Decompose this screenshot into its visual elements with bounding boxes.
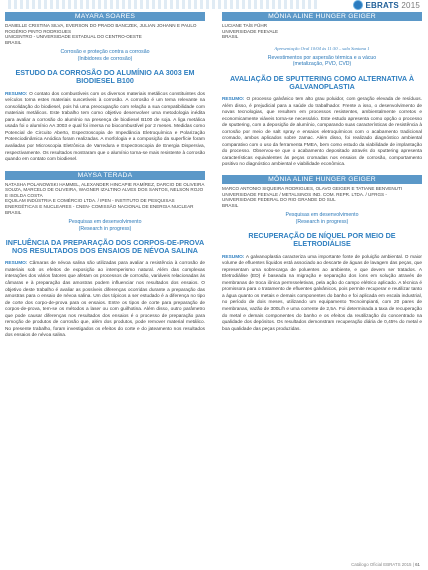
ebrats-logo [353, 0, 420, 10]
abstract-text: RESUMO: Câmaras de névoa salina são utilizadas para avaliar a resistência à corrosão de materiais sob os efeitos de exposição ao intemperismo natural. Além das complexas interações dos vários fatores que afetam os processos de corrosão, variáveis relacionadas às câmaras e à preparação das amostras podem influenciar nos resultados dos ensaios. O objetivo deste trabalho é avaliar as possíveis diferenças ocorridas durante a preparação das amostras para o ensaio de névoa salina. Um dos tópicos a ser estudado é a diferença no tipo de corte dos corpo-de-prova para os ensaios. Entre os tipos de corte para preparação de corpos-de-prova, tem-se os métodos a laser ou com guilhotina. Além disso, outro parâmetro que pode causar diferenças nos resultados dos ensaios é o processo de preparação para remoção de produtos de corrosão que, além dos produtos, pode remover material metálico. No presente trabalho, foram investigados os efeitos do corte e do jateamento nos resultados dos ensaios de névoa salina. [5, 261, 205, 339]
abstract-label: RESUMO: [222, 97, 245, 102]
country: BRASIL [222, 34, 239, 40]
authors: NATASHA POLANOWSKI HAMMEL, ALEXANDER HINCAPIE RAMÍREZ, DARCIO DE OLIVEIRA SOUZA, MARCELO DE OLIVEIRA, WAGNER IZALTINO ALVES DOS SANTOS, NELSON ROJO E ISOLDA COSTA [5, 181, 205, 198]
abstract-block-terada [5, 171, 205, 340]
paper-title: RECUPERAÇÃO DE NÍQUEL POR MEIO DE ELETRODIÁLISE [248, 231, 396, 249]
track [222, 212, 422, 225]
abstract-block-geiger-1 [222, 12, 422, 169]
country: BRASIL [5, 209, 22, 215]
logo-mark-icon [353, 0, 363, 10]
track-en: (metalização, PVD, CVD) [292, 61, 352, 68]
presenter-bar: MAYSA TERADA [5, 171, 205, 180]
abstract-text: RESUMO: A galvanoplastia caracteriza uma importante fonte de poluição ambiental. O maior volume de efluentes líquidos está associado ao descarte de águas de lavagem das peças, que representam uma sobrecarga de poluentes ao ambiente, e que devem ser tratados. A Eletrodiálise (ED) é baseada na migração e separação dos íons em solução através de membranas de troca iônica permsseletivas, pela ação do campo elétrico aplicado. A técnica é promissora para o tratamento de efluentes galvânicos, pois permite recuperar e reutilizar tanto a água quanto os metais e demais componentes do banho e foi aplicada em escala industrial, no período de dois meses, utilizando um equipamento Tecnoimpianti, com 20 pares de membranas, vazão de 300L/h e uma corrente de 2,5A. Foi determinada a taxa de recuperação do metal e demais componentes do banho e os efeitos da reutilização do concentrado na qualidade dos depósitos. Os resultados demonstram recuperação diária de 0,45% do metal e boa qualidade das peças produzidas. [222, 254, 422, 332]
catalog-name: Catálogo Oficial EBRATS 2015 [351, 562, 412, 567]
track-en: (Research in progress) [78, 225, 132, 232]
abstract-block-soares [5, 12, 205, 164]
abstract-block-geiger-2 [222, 175, 422, 333]
authors: MARCO ANTONIO SIQUEIRA RODRIGUES, OLAVO GEIGER E TATIANE BENVENUTI [222, 186, 403, 192]
track [5, 219, 205, 232]
presentation-slot: Apresentação Oral 10/04 às 11:50 – sala Santana 1 [274, 45, 370, 51]
right-column [222, 12, 422, 333]
paper-title: INFLUÊNCIA DA PREPARAÇÃO DOS CORPOS-DE-PROVA NOS RESULTADOS DOS ENSAIOS DE NÉVOA SALINA [5, 237, 205, 256]
abstract-label: RESUMO: [5, 261, 28, 267]
country: BRASIL [5, 39, 22, 45]
paper-title: AVALIAÇÃO DE SPUTTERING COMO ALTERNATIVA À GALVANOPLASTIA [229, 73, 415, 91]
page-number: 61 [415, 562, 420, 567]
authors: LUCIANE TAÍS FÜHR [222, 23, 268, 28]
abstract-text: RESUMO: O processo galvânico tem alto grau poluidor, com geração elevada de resíduos. Além disso, é prejudicial para a saúde do trabalhador. Frente a isso, o desenvolvimento de novas tecnologias, que resultem em processos resistentes, ambientalmente corretos e economicamente viáveis torna-se necessário. Este estudo apresenta como opção o processo de sputtering, com a deposição de alumínio, comparando suas características de resistência à corrosão por meio de salt spray e ensaios eletroquímicos com o acabamento tradicional cromado, ambos aplicados sobre zamac. Além disso, foi realizado diagnóstico ambiental comparativo com o uso da ferramenta FMEA, bem como estudo da viabilidade de implantação do processo. Observou-se que o acabamento depositado através do sputtering apresenta características equivalentes às peças cromadas nos ensaios de corrosão, comportamento positivo no diagnóstico ambiental e viabilidade econômica. [222, 97, 422, 168]
top-banner [0, 0, 428, 10]
track-pt: Pesquisas em desenvolvimento [68, 219, 142, 226]
institution: UNIVERSIDADE FEEVALE / METALSINOS IND. COM. REPR. LTDA. / UFRGS - UNIVERSIDADE FEDERAL DO RIO GRANDE DO SUL [222, 191, 387, 203]
country: BRASIL [222, 202, 239, 208]
logo-text: EBRATS 2015 [365, 0, 420, 10]
abstract-label: RESUMO: [222, 254, 245, 260]
presenter-bar: MÔNIA ALINE HUNGER GEIGER [222, 12, 422, 21]
track [222, 55, 422, 68]
track-pt: Revestimentos por aspersão térmica e a vácuo [267, 54, 377, 61]
track-pt: Pesquisas em desenvolvimento [285, 212, 359, 219]
institution: EQUILAM INDÚSTRIA E COMÉRCIO LTDA. / IPEN - INSTITUTO DE PESQUISAS ENERGÉTICAS E NUCLEARES - CNEN- COMISSÃO NACIONAL DE ENERGIA NUCLEAR [5, 198, 194, 209]
abstract-label: RESUMO: [5, 91, 28, 97]
track-en: (Inibidores de corrosão) [77, 55, 133, 62]
presenter-bar: MAYARA SOARES [5, 12, 205, 21]
presenter-bar: MÔNIA ALINE HUNGER GEIGER [222, 175, 422, 184]
left-column [5, 12, 205, 340]
authors: DANIELLE CRISTINA SILVA, EVERSON DO PRADO BANCZEK, JULIAN JOHANN E PAULO ROGÉRIO PINTO RODRIGUES [5, 23, 197, 34]
institution: UNICENTRO - UNIVERSIDADE ESTADUAL DO CENTRO-OESTE [5, 34, 142, 40]
track [5, 49, 205, 62]
page-footer: Catálogo Oficial EBRATS 2015 | 61 [351, 562, 420, 567]
banner-pattern [8, 0, 320, 9]
institution: UNIVERSIDADE FEEVALE [222, 28, 279, 34]
abstract-text: RESUMO: O contato dos combustíveis com os diversos materiais metálicos constituintes dos veículos torna estes materiais suscetíveis à corrosão. A corrosão é um tema relevante na consolidação do biodiesel, pois há uma preocupação com relação a sua compatibilidade com materiais metálicos. Este trabalho tem como objetivo desenvolver uma metodologia inédita para avaliar a corrosão do alumínio na presença de biodiesel B100 de soja. A liga metálica usada foi o alumínio AA 3003 e qual foi imersa no biocombustível por 2 meses. Medidas como Potencial de Circuito Aberto, Espectroscopia de Impedância Eletroquímica e Polarização Potenciodinâmica Anódica foram realizadas. A morfologia e a composição da superfície foram avaliadas por Microscopia Eletrônica de Varredura e Espectroscopia de Energia Dispersiva, respectivamente. Os resultados mostraram que o alumínio torna-se mais resistente à corrosão quando em contato com biodiesel. [5, 91, 205, 163]
paper-title: ESTUDO DA CORROSÃO DO ALUMÍNIO AA 3003 EM BIODIESEL B100 [15, 68, 195, 86]
track-pt: Corrosão e proteção contra a corrosão [60, 49, 150, 56]
track-en: (Research in progress) [295, 218, 349, 225]
